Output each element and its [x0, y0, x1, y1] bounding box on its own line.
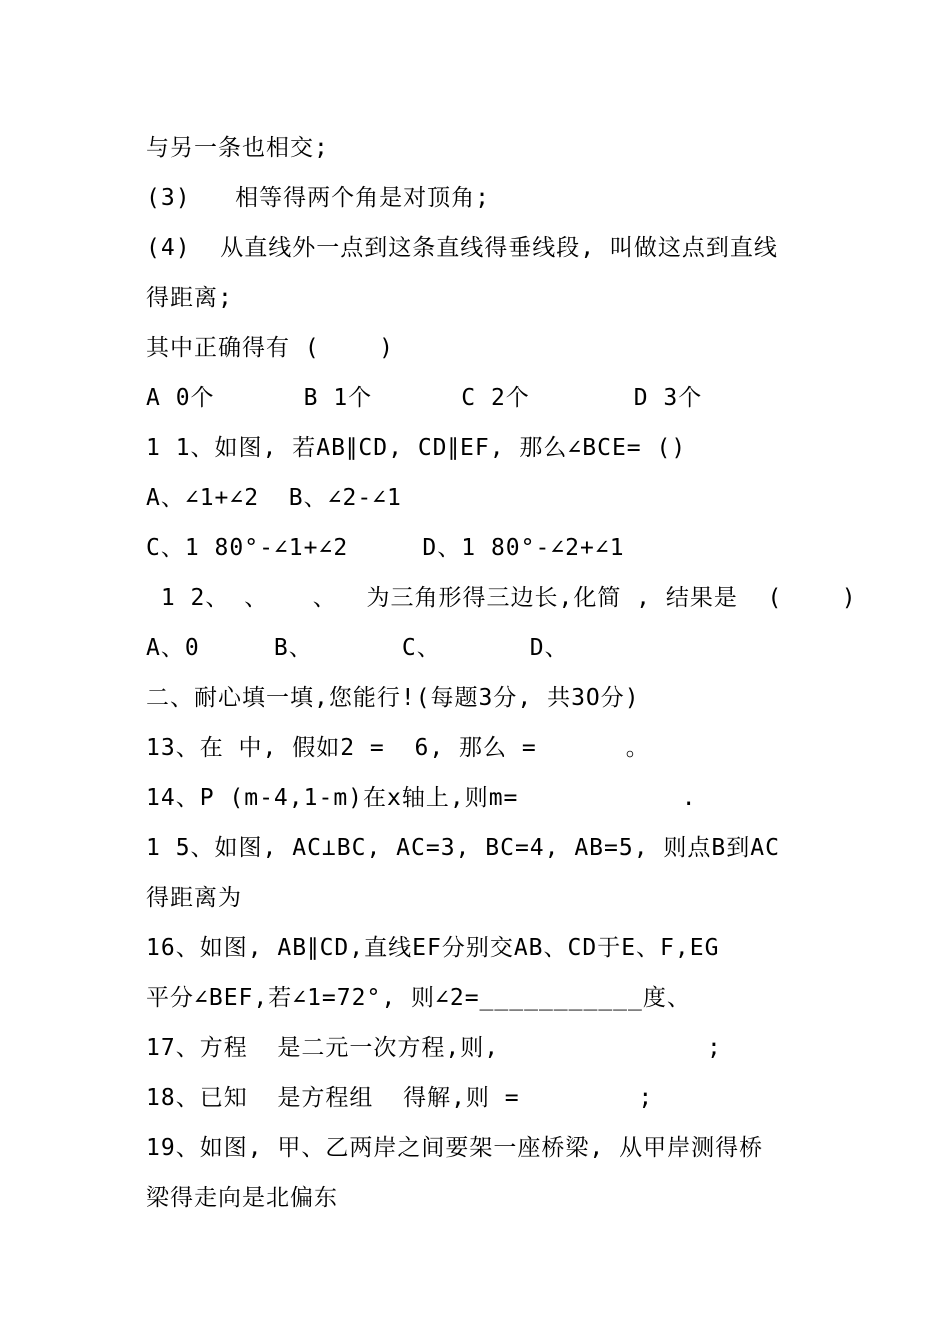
text-line-11: A、0 B、 C、 D、	[146, 635, 569, 661]
text-line-15: 1 5、如图, AC⊥BC, AC=3, BC=4, AB=5, 则点B到AC	[146, 835, 780, 861]
text-line-7: 1 1、如图, 若AB∥CD, CD∥EF, 那么∠BCE= ()	[146, 435, 687, 461]
text-line-4: 得距离;	[146, 285, 233, 311]
text-line-21: 19、如图, 甲、乙两岸之间要架一座桥梁, 从甲岸测得桥	[146, 1135, 764, 1161]
text-line-17: 16、如图, AB∥CD,直线EF分别交AB、CD于E、F,EG	[146, 935, 720, 961]
text-line-13: 13、在 中, 假如2 = 6, 那么 = 。	[146, 735, 650, 761]
text-line-9: C、1 80°-∠1+∠2 D、1 80°-∠2+∠1	[146, 535, 625, 561]
text-line-12: 二、耐心填一填,您能行!(每题3分, 共3O分)	[146, 685, 640, 711]
text-line-3: (4) 从直线外一点到这条直线得垂线段, 叫做这点到直线	[146, 235, 778, 261]
text-line-19: 17、方程 是二元一次方程,则, ;	[146, 1035, 722, 1061]
text-line-1: 与另一条也相交;	[146, 135, 329, 161]
text-line-14: 14、P (m-4,1-m)在x轴上,则m= .	[146, 785, 697, 811]
text-line-22: 梁得走向是北偏东	[146, 1185, 338, 1211]
text-line-10: 1 2、 、 、 为三角形得三边长,化简 , 结果是 ( )	[146, 585, 857, 611]
text-line-18: 平分∠BEF,若∠1=72°, 则∠2=___________度、	[146, 985, 691, 1011]
text-line-20: 18、已知 是方程组 得解,则 = ;	[146, 1085, 654, 1111]
text-line-6: A 0个 B 1个 C 2个 D 3个	[146, 385, 703, 411]
text-line-2: (3) 相等得两个角是对顶角;	[146, 185, 490, 211]
text-line-16: 得距离为	[146, 885, 242, 911]
text-line-5: 其中正确得有 ( )	[146, 335, 394, 361]
text-line-8: A、∠1+∠2 B、∠2-∠1	[146, 485, 402, 511]
